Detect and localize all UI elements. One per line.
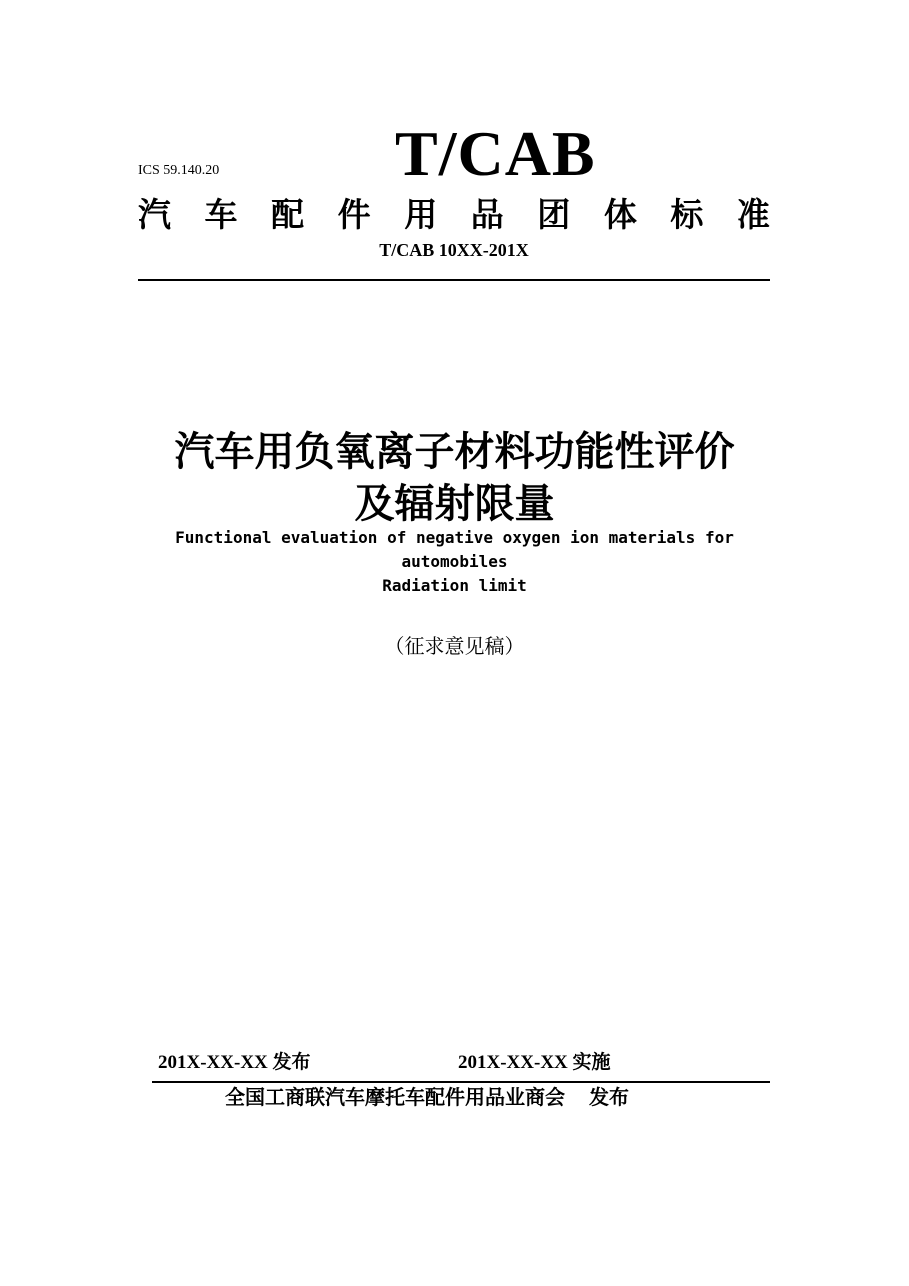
- org-char: 团: [537, 195, 571, 234]
- title-en-line3: Radiation limit: [382, 576, 527, 595]
- org-char: 配: [271, 195, 305, 234]
- implementation-date: 201X-XX-XX 实施: [458, 1052, 611, 1073]
- document-title-cn: [0, 426, 909, 530]
- title-en-line2: automobiles: [401, 552, 508, 571]
- publish-date: 201X-XX-XX 发布: [158, 1052, 311, 1073]
- standard-number: T/CAB 10XX-201X: [379, 240, 529, 260]
- publisher-name: 全国工商联汽车摩托车配件用品业商会: [225, 1085, 565, 1109]
- header-divider: [138, 279, 770, 281]
- org-char: 件: [337, 195, 371, 234]
- title-en-line1: Functional evaluation of negative oxygen ion materials for: [175, 528, 734, 547]
- document-title-en: [0, 526, 909, 598]
- title-cn-line1: 汽车用负氧离子材料功能性评价: [174, 429, 735, 475]
- org-char: 准: [736, 195, 770, 234]
- draft-label: （征求意见稿）: [384, 634, 525, 658]
- organization-standard-name: [138, 192, 770, 238]
- org-char: 车: [204, 195, 238, 234]
- org-char: 汽: [138, 195, 171, 234]
- publisher-line: [225, 1082, 629, 1112]
- title-cn-line2: 及辐射限量: [354, 481, 555, 527]
- org-char: 用: [404, 195, 438, 234]
- standard-brand: T/CAB: [395, 118, 596, 189]
- org-char: 标: [670, 195, 704, 234]
- publisher-suffix: 发布: [589, 1085, 629, 1109]
- ics-code: ICS 59.140.20: [138, 163, 220, 178]
- org-char: 体: [603, 195, 637, 234]
- org-char: 品: [470, 195, 504, 234]
